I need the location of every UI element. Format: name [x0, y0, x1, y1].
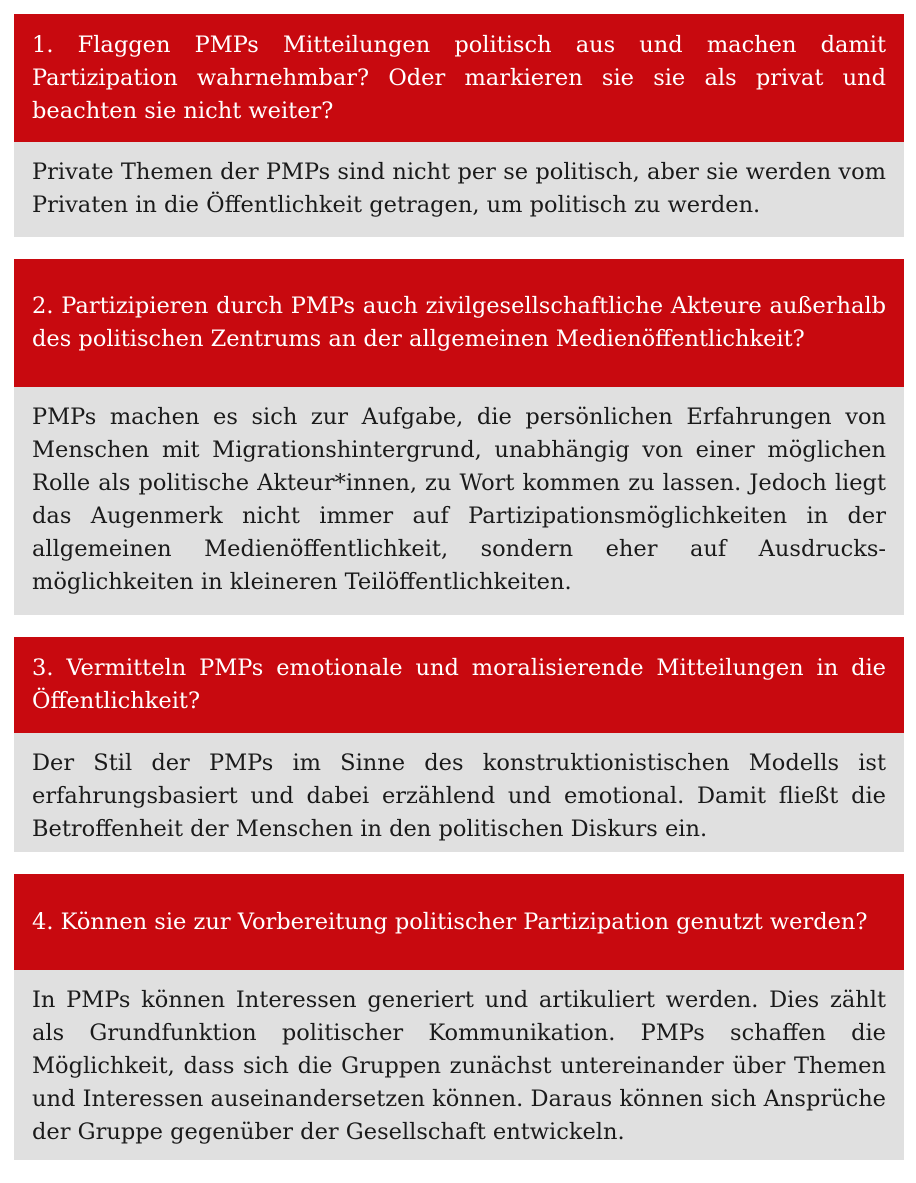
- question-text: 3. Vermitteln PMPs emotionale und moralisierende Mitteilungen in die Öffentlichkeit?: [32, 655, 886, 714]
- answer-box: [14, 970, 904, 1160]
- question-box: [14, 14, 904, 142]
- answer-text: Der Stil der PMPs im Sinne des konstruktionistischen Modells ist erfahrungsbasiert und dabei erzählend und emotional. Damit fließt die Betroffenheit der Menschen in den politischen Diskurs ein.: [32, 750, 886, 842]
- answer-box: [14, 142, 904, 237]
- question-box: [14, 874, 904, 970]
- answer-box: [14, 733, 904, 852]
- question-box: [14, 259, 904, 387]
- answer-text: Private Themen der PMPs sind nicht per se politisch, aber sie werden vom Privaten in die Öffentlichkeit getragen, um politisch zu werden.: [32, 159, 886, 218]
- question-box: [14, 637, 904, 733]
- answer-box: [14, 387, 904, 615]
- qa-block-4: [14, 874, 904, 1160]
- question-text: 1. Flaggen PMPs Mitteilungen politisch aus und machen damit Partizipation wahrnehmbar? Oder markieren sie sie als privat und beachten sie nicht weiter?: [32, 31, 886, 124]
- question-text: 4. Können sie zur Vorbereitung politischer Partizipation genutzt werden?: [32, 908, 868, 935]
- question-text: 2. Partizipieren durch PMPs auch zivilgesellschaftliche Akteure außerhalb des politischen Zentrums an der allgemeinen Medienöffentlichkeit?: [32, 293, 886, 352]
- qa-block-3: [14, 637, 904, 852]
- answer-text: PMPs machen es sich zur Aufgabe, die persönlichen Erfahrungen von Menschen mit Migrationshintergrund, unabhängig von einer möglichen Rolle als politische Akteur*innen, zu Wort kommen zu lassen. Jedoch liegt das Augenmerk nicht immer auf Partizipationsmöglichkeiten in der allgemeinen Medienöffentlichkeit, sondern eher auf Ausdrucks-möglichkeiten in kleineren Teilöffentlichkeiten.: [32, 404, 886, 595]
- answer-text: In PMPs können Interessen generiert und artikuliert werden. Dies zählt als Grundfunktion politischer Kommunikation. PMPs schaffen die Möglichkeit, dass sich die Gruppen zunächst untereinander über Themen und Interessen auseinandersetzen können. Daraus können sich Ansprüche der Gruppe gegenüber der Gesellschaft entwickeln.: [32, 987, 886, 1145]
- qa-list: [14, 14, 904, 1182]
- qa-block-1: [14, 14, 904, 237]
- qa-block-2: [14, 259, 904, 615]
